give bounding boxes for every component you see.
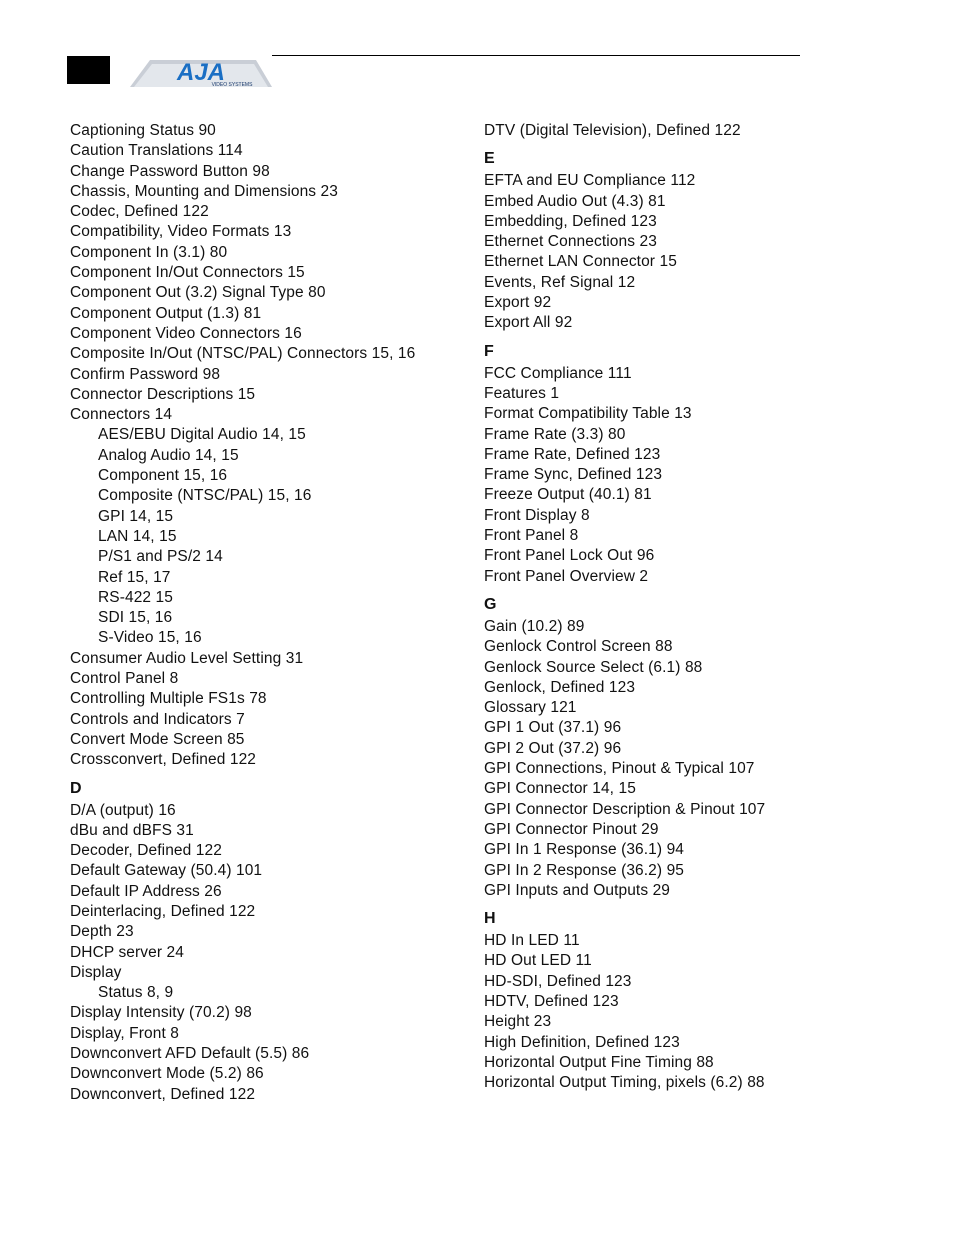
index-entry: Chassis, Mounting and Dimensions 23 <box>70 182 338 200</box>
index-entry: Confirm Password 98 <box>70 365 221 383</box>
index-entry: Export 92 <box>484 294 552 312</box>
index-entry: Component Output (1.3) 81 <box>70 304 262 322</box>
index-subentry: P/S1 and PS/2 14 <box>98 548 223 566</box>
index-entry: Embedding, Defined 123 <box>484 212 657 230</box>
index-entry: Format Compatibility Table 13 <box>484 405 692 423</box>
aja-logo <box>128 56 274 88</box>
index-entry: Front Display 8 <box>484 506 590 524</box>
index-entry: GPI In 1 Response (36.1) 94 <box>484 841 685 859</box>
index-entry: Component Video Connectors 16 <box>70 324 302 342</box>
index-entry: Freeze Output (40.1) 81 <box>484 486 652 504</box>
index-entry: Downconvert Mode (5.2) 86 <box>70 1065 264 1083</box>
index-entry: Genlock, Defined 123 <box>484 678 636 696</box>
index-letter-heading: D <box>70 779 82 797</box>
index-subentry: Composite (NTSC/PAL) 15, 16 <box>98 487 312 505</box>
index-entry: Frame Rate (3.3) 80 <box>484 425 626 443</box>
index-column-left <box>70 121 470 1105</box>
index-entry: Features 1 <box>484 384 560 402</box>
index-entry: Glossary 121 <box>484 699 577 717</box>
index-entry: HD Out LED 11 <box>484 952 592 970</box>
index-subentry: S-Video 15, 16 <box>98 629 202 647</box>
index-entry: GPI 2 Out (37.2) 96 <box>484 739 622 757</box>
index-entry: HD-SDI, Defined 123 <box>484 972 632 990</box>
index-entry: Component In (3.1) 80 <box>70 243 228 261</box>
logo-subtext: VIDEO SYSTEMS <box>211 82 253 88</box>
index-subentry: Ref 15, 17 <box>98 568 171 586</box>
index-entry: Default Gateway (50.4) 101 <box>70 862 263 880</box>
index-subentry: GPI 14, 15 <box>98 507 174 525</box>
index-entry: HD In LED 11 <box>484 932 580 950</box>
index-letter-heading: E <box>484 150 495 168</box>
index-entry: Frame Rate, Defined 123 <box>484 445 661 463</box>
index-entry: Gain (10.2) 89 <box>484 617 585 635</box>
index-entry: HDTV, Defined 123 <box>484 992 619 1010</box>
index-subentry: LAN 14, 15 <box>98 527 177 545</box>
index-entry: GPI Connector Pinout 29 <box>484 820 659 838</box>
index-entry: Genlock Source Select (6.1) 88 <box>484 658 703 676</box>
index-entry: Front Panel 8 <box>484 527 579 545</box>
page-number-block <box>67 56 110 84</box>
index-entry: Codec, Defined 122 <box>70 203 209 221</box>
index-entry: Captioning Status 90 <box>70 122 216 139</box>
index-entry: DHCP server 24 <box>70 943 184 961</box>
index-entry: Connectors 14 <box>70 406 173 424</box>
index-entry: Downconvert, Defined 122 <box>70 1085 256 1103</box>
index-entry: EFTA and EU Compliance 112 <box>484 172 696 190</box>
index-entry: DTV (Digital Television), Defined 122 <box>484 122 741 139</box>
index-subentry: Analog Audio 14, 15 <box>98 446 239 464</box>
index-letter-heading: H <box>484 910 496 928</box>
index-entry: Crossconvert, Defined 122 <box>70 751 257 769</box>
index-entry: GPI Connections, Pinout & Typical 107 <box>484 760 755 778</box>
index-entry: Frame Sync, Defined 123 <box>484 466 663 484</box>
logo-wordmark: AJA <box>176 59 226 86</box>
index-entry: D/A (output) 16 <box>70 801 176 819</box>
index-column-right <box>484 121 904 1093</box>
index-entry: Default IP Address 26 <box>70 882 222 900</box>
index-entry: Decoder, Defined 122 <box>70 842 222 860</box>
index-entry: Embed Audio Out (4.3) 81 <box>484 192 666 210</box>
index-entry: High Definition, Defined 123 <box>484 1033 680 1051</box>
index-entry: Caution Translations 114 <box>70 142 243 160</box>
index-entry: Ethernet LAN Connector 15 <box>484 253 677 271</box>
index-entry: Change Password Button 98 <box>70 162 270 180</box>
index-entry: Control Panel 8 <box>70 670 179 688</box>
index-entry: GPI In 2 Response (36.2) 95 <box>484 861 685 879</box>
index-entry: Display, Front 8 <box>70 1024 179 1042</box>
index-entry: Composite In/Out (NTSC/PAL) Connectors 15, 16 <box>70 345 416 363</box>
index-subentry: SDI 15, 16 <box>98 609 173 627</box>
index-entry: Height 23 <box>484 1013 552 1031</box>
index-entry: dBu and dBFS 31 <box>70 821 194 839</box>
index-entry: Events, Ref Signal 12 <box>484 273 636 291</box>
index-subentry: Component 15, 16 <box>98 467 228 485</box>
header-rule <box>272 55 800 56</box>
index-entry: Deinterlacing, Defined 122 <box>70 902 256 920</box>
index-entry: Depth 23 <box>70 923 134 941</box>
index-entry: Downconvert AFD Default (5.5) 86 <box>70 1045 310 1063</box>
index-entry: Ethernet Connections 23 <box>484 233 657 251</box>
index-entry: Export All 92 <box>484 314 573 332</box>
index-entry: GPI Inputs and Outputs 29 <box>484 881 671 899</box>
index-letter-heading: G <box>484 595 497 613</box>
index-subentry: AES/EBU Digital Audio 14, 15 <box>98 426 306 444</box>
index-entry: Front Panel Lock Out 96 <box>484 547 655 565</box>
index-entry: Horizontal Output Fine Timing 88 <box>484 1053 714 1071</box>
index-entry: GPI Connector Description & Pinout 107 <box>484 800 766 818</box>
index-entry: Compatibility, Video Formats 13 <box>70 223 292 241</box>
index-entry: Horizontal Output Timing, pixels (6.2) 88 <box>484 1074 765 1092</box>
index-entry: Connector Descriptions 15 <box>70 385 256 403</box>
index-entry: Genlock Control Screen 88 <box>484 638 673 656</box>
index-entry: GPI Connector 14, 15 <box>484 780 636 798</box>
index-entry: GPI 1 Out (37.1) 96 <box>484 719 622 737</box>
index-entry: Display <box>70 963 122 981</box>
index-entry: Front Panel Overview 2 <box>484 567 649 585</box>
index-entry: Consumer Audio Level Setting 31 <box>70 649 304 667</box>
index-entry: Controls and Indicators 7 <box>70 710 245 728</box>
index-entry: Component In/Out Connectors 15 <box>70 264 305 282</box>
index-subentry: RS-422 15 <box>98 588 174 606</box>
index-subentry: Status 8, 9 <box>98 984 174 1002</box>
index-entry: Display Intensity (70.2) 98 <box>70 1004 252 1022</box>
index-entry: Component Out (3.2) Signal Type 80 <box>70 284 326 302</box>
index-entry: Controlling Multiple FS1s 78 <box>70 690 267 708</box>
index-letter-heading: F <box>484 342 494 360</box>
index-entry: FCC Compliance 111 <box>484 364 632 382</box>
index-entry: Convert Mode Screen 85 <box>70 730 245 748</box>
